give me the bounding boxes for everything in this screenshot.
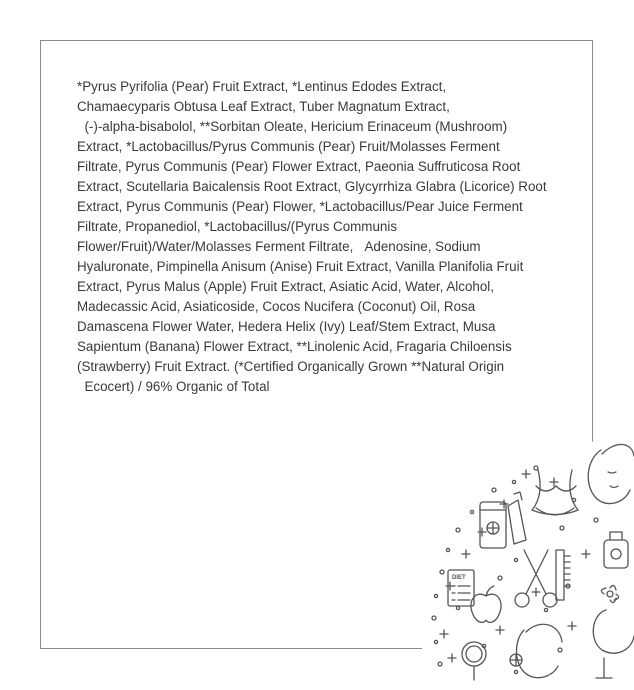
ingredients-line: Ecocert) / 96% Organic of Total (77, 379, 270, 394)
ingredients-line: (Strawberry) Fruit Extract. (*Certified Organically Grown **Natural Origin (77, 359, 505, 374)
ingredients-line: Extract, Pyrus Communis (Pear) Flower, *Lactobacillus/Pear Juice Ferment (77, 199, 523, 214)
ingredients-line: *Pyrus Pyrifolia (Pear) Fruit Extract, *Lentinus Edodes Extract, (77, 79, 447, 94)
ingredients-line: (-)-alpha-bisabolol, **Sorbitan Oleate, Hericium Erinaceum (Mushroom) (77, 119, 508, 134)
ingredients-line: Filtrate, Pyrus Communis (Pear) Flower Extract, Paeonia Suffruticosa Root (77, 159, 521, 174)
diet-label: DIET (452, 575, 466, 581)
ingredients-line: Hyaluronate, Pimpinella Anisum (Anise) Fruit Extract, Vanilla Planifolia Fruit (77, 259, 524, 274)
ingredients-line: Extract, Pyrus Malus (Apple) Fruit Extract, Asiatic Acid, Water, Alcohol, (77, 279, 494, 294)
ingredients-line: Extract, *Lactobacillus/Pyrus Communis (Pear) Fruit/Molasses Ferment (77, 139, 500, 154)
beauty-icons-decoration (396, 410, 634, 690)
ingredients-line: Chamaecyparis Obtusa Leaf Extract, Tuber Magnatum Extract, (77, 99, 450, 114)
ingredients-line: Extract, Scutellaria Baicalensis Root Extract, Glycyrrhiza Glabra (Licorice) Root (77, 179, 547, 194)
ingredients-line: Madecassic Acid, Asiaticoside, Cocos Nucifera (Coconut) Oil, Rosa (77, 299, 476, 314)
ingredients-text (77, 77, 567, 397)
ingredients-line: Filtrate, Propanediol, *Lactobacillus/(Pyrus Communis (77, 219, 398, 234)
ingredients-line: Sapientum (Banana) Flower Extract, **Linolenic Acid, Fragaria Chiloensis (77, 339, 512, 354)
ingredients-line: Damascena Flower Water, Hedera Helix (Ivy) Leaf/Stem Extract, Musa (77, 319, 496, 334)
ingredients-line: Flower/Fruit)/Water/Molasses Ferment Filtrate, Adenosine, Sodium (77, 239, 481, 254)
